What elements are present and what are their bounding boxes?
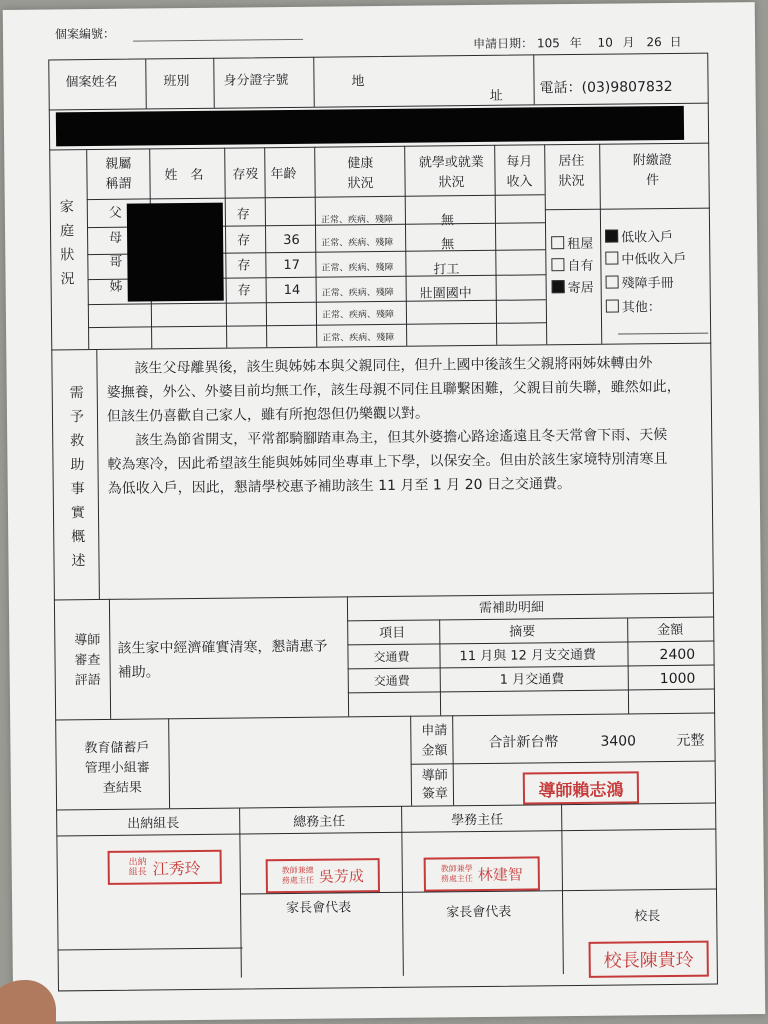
review-comment-line1: 該生家中經濟確實清寒，懇請惠予 <box>117 638 328 657</box>
doc-other[interactable] <box>606 299 661 316</box>
cashier-seal-title: 出納組長 <box>128 857 147 878</box>
row-work: 無 <box>441 237 455 253</box>
col-docs: 附繳證件 <box>632 152 672 189</box>
detail-desc: 1 月交通費 <box>499 672 565 688</box>
row-age: 17 <box>283 257 301 274</box>
row-relation: 父 <box>108 205 122 221</box>
apply-date <box>473 35 682 52</box>
detail-col-desc: 摘要 <box>509 624 536 640</box>
residence-own-checkbox[interactable] <box>551 258 564 271</box>
col-age: 年齡 <box>270 166 297 183</box>
row-health: 正常、疾病、殘障 <box>322 332 395 344</box>
detail-title: 需補助明細 <box>478 600 545 617</box>
row-work: 打工 <box>433 262 460 278</box>
col-alive: 存歿 <box>232 167 259 183</box>
apply-month: 10 <box>597 35 613 50</box>
row-alive: 存 <box>237 258 251 274</box>
col-name: 姓 名 <box>164 167 204 184</box>
case-number-underline <box>133 39 303 42</box>
cashier-seal <box>108 850 222 885</box>
committee-label-1: 教育儲蓄戶 <box>84 740 150 757</box>
general-seal-title: 教師兼總務處主任 <box>281 865 314 886</box>
cashier-seal-name: 江秀玲 <box>152 858 201 878</box>
detail-amount: 1000 <box>659 670 696 688</box>
row-health: 正常、疾病、殘障 <box>321 309 395 321</box>
family-section-label: 家庭狀況 <box>59 199 75 288</box>
residence-own[interactable] <box>551 258 593 275</box>
facts-line: 該生為節省開支，平常都騎腳踏車為主，但其外婆擔心路途遙遠且冬天常會下雨、天候 <box>107 427 668 449</box>
application-form <box>3 2 766 1022</box>
apply-year: 105 <box>536 36 560 51</box>
col-relation: 親屬稱謂 <box>105 156 132 192</box>
parent-rep-label-1: 家長會代表 <box>286 900 352 917</box>
col-health: 健康狀況 <box>347 156 374 192</box>
row-work: 壯圍國中 <box>419 286 472 302</box>
phone-number: 電話：(03)9807832 <box>539 78 673 97</box>
col-residence: 居住狀況 <box>558 153 585 190</box>
class-label: 班別 <box>163 74 190 90</box>
committee-label-3: 查結果 <box>102 780 142 796</box>
committee-label-2: 管理小組審 <box>84 760 150 777</box>
general-seal-name: 吳芳成 <box>318 866 364 886</box>
review-comment-line2: 補助。 <box>117 664 160 681</box>
row-health: 正常、疾病、殘障 <box>321 262 394 274</box>
apply-day: 26 <box>646 35 662 50</box>
row-relation: 母 <box>109 230 123 246</box>
row-relation: 姊 <box>109 279 123 295</box>
facts-text <box>106 351 707 501</box>
detail-item: 交通費 <box>373 673 410 689</box>
residence-lodging-checkbox[interactable] <box>552 280 565 293</box>
total-amount: 3400 <box>600 733 637 750</box>
doc-low-income-checkbox[interactable] <box>605 230 618 243</box>
doc-mid-low-income-checkbox[interactable] <box>605 252 618 265</box>
principal-seal: 校長陳貴玲 <box>589 941 709 978</box>
row-alive: 存 <box>236 207 250 223</box>
col-work: 就學或就業狀況 <box>418 154 484 191</box>
name-label: 個案姓名 <box>65 74 118 91</box>
col-income: 每月收入 <box>506 154 533 190</box>
doc-mid-low-income[interactable] <box>605 251 686 268</box>
total-prefix: 合計新台幣 <box>488 734 559 751</box>
row-work: 無 <box>440 213 455 229</box>
detail-desc: 11 月與 12 月支交通費 <box>459 647 597 665</box>
facts-line: 為低收入戶，因此，懇請學校惠予補助該生 11 月至 1 月 20 日之交通費。 <box>107 476 572 497</box>
academic-seal-title: 教師兼學務處主任 <box>440 864 473 884</box>
review-label: 導師審查評語 <box>74 632 101 689</box>
row-age: 14 <box>283 282 301 299</box>
apply-year-unit: 年 <box>569 35 582 51</box>
total-suffix: 元整 <box>676 732 705 749</box>
name-redaction <box>127 203 224 302</box>
facts-line: 但該生仍喜歡自己家人，雖有所抱怨但仍樂觀以對。 <box>106 405 430 425</box>
general-affairs-label: 總務主任 <box>293 814 346 830</box>
doc-low-income[interactable] <box>605 229 673 246</box>
detail-item: 交通費 <box>373 649 410 665</box>
detail-col-amount: 金額 <box>657 622 684 639</box>
row-relation: 哥 <box>109 254 123 270</box>
row-health: 正常、疾病、殘障 <box>321 237 394 249</box>
doc-other-label: 其他： <box>621 300 661 316</box>
parent-rep-label-2: 家長會代表 <box>446 904 512 921</box>
detail-col-item: 項目 <box>379 625 406 642</box>
doc-mid-low-income-label: 中低收入戶 <box>621 251 687 268</box>
address-label-top: 地 <box>351 74 365 90</box>
detail-amount: 2400 <box>659 646 696 664</box>
residence-rent[interactable] <box>551 236 593 253</box>
residence-own-label: 自有 <box>567 258 594 275</box>
apply-amount-label: 申請金額 <box>421 723 448 759</box>
residence-lodging[interactable] <box>552 280 594 297</box>
apply-date-label: 申請日期： <box>473 36 534 52</box>
row-health: 正常、疾病、殘障 <box>320 214 394 226</box>
doc-disability-checkbox[interactable] <box>606 276 619 289</box>
residence-rent-checkbox[interactable] <box>551 236 564 249</box>
principal-label: 校長 <box>634 909 661 925</box>
row-alive: 存 <box>237 233 251 249</box>
teacher-sign-label: 導師簽章 <box>421 768 449 802</box>
id-label: 身分證字號 <box>223 72 289 89</box>
doc-other-checkbox[interactable] <box>606 300 619 313</box>
row-alive: 存 <box>237 283 251 299</box>
cashier-label: 出納組長 <box>127 816 180 832</box>
academic-affairs-label: 學務主任 <box>451 812 504 829</box>
apply-month-unit: 月 <box>622 35 635 50</box>
facts-line: 婆撫養，外公、外婆目前均無工作，該生母親不同住且聯繫困難，父親目前失聯，雖然如此， <box>106 378 681 401</box>
academic-seal-name: 林建智 <box>477 865 523 884</box>
doc-disability-label: 殘障手冊 <box>621 275 674 292</box>
facts-line: 較為寒冷，因此希望該生能與姊姊同坐專車上下學，以保安全。但由於該生家境特別清寒且 <box>107 451 668 473</box>
general-affairs-seal <box>266 858 380 893</box>
row-age: 36 <box>283 232 300 249</box>
facts-line: 該生父母離異後，該生與姊姊本與父親同住，但升上國中後該生父親將兩姊妹轉由外 <box>106 355 653 377</box>
case-number-label: 個案編號： <box>54 26 116 42</box>
address-label-bottom: 址 <box>489 88 503 104</box>
doc-low-income-label: 低收入戶 <box>621 229 674 246</box>
facts-section-label: 需予救助事實概述 <box>69 385 86 570</box>
residence-rent-label: 租屋 <box>567 236 594 253</box>
row-health: 正常、疾病、殘障 <box>321 287 394 299</box>
doc-disability[interactable] <box>606 275 674 292</box>
academic-affairs-seal <box>424 856 540 891</box>
apply-day-unit: 日 <box>669 34 682 49</box>
teacher-seal: 導師賴志鴻 <box>523 771 639 804</box>
residence-lodging-label: 寄居 <box>567 280 594 297</box>
redaction-bar <box>56 106 684 147</box>
